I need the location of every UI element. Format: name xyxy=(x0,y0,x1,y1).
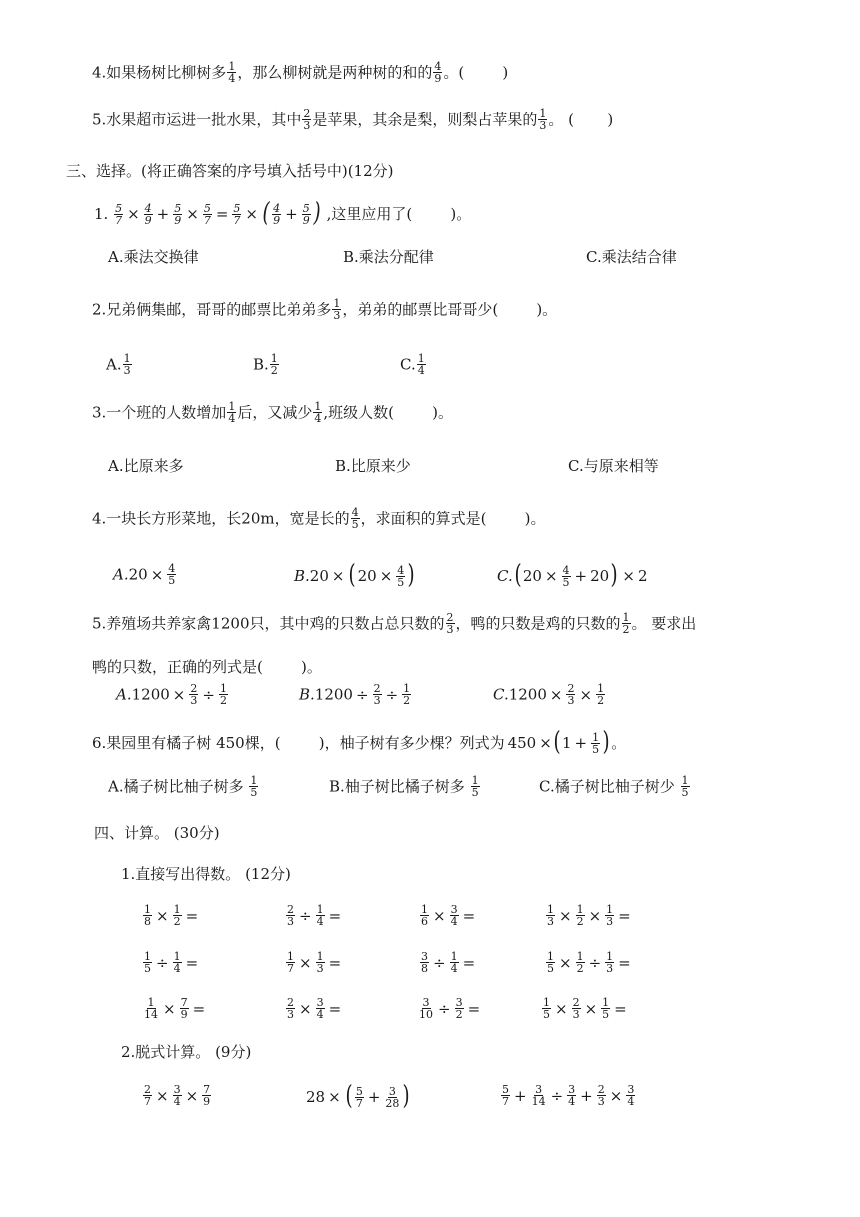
judge-question-4 xyxy=(92,62,508,85)
answer-blank[interactable]: ) xyxy=(573,110,614,129)
choice-question-6: 6.果园里有橘子树 450棵，( )，柚子树有多少棵？列式为 450 ×( 1 + $\frac{1}{5}$ ) 。 xyxy=(92,727,627,757)
fraction: $\frac{1}{4}$ xyxy=(228,400,236,425)
choice-question-4 xyxy=(92,508,545,531)
fraction: $\frac{1}{2}$ xyxy=(622,611,630,636)
calc-item: $\frac{1}{6}$ × $\frac{3}{4}$ = xyxy=(421,903,476,928)
choice-question-1 xyxy=(94,198,472,228)
question-text: ，求面积的算式是( xyxy=(360,509,487,528)
math-expression: 450 ×( 1 + $\frac{1}{5}$ ) xyxy=(507,727,610,757)
question-text: 5.养殖场共养家禽1200只，其中鸡的只数占总只数的 xyxy=(92,614,445,633)
question-text: ,这里应用了( xyxy=(326,205,413,223)
choice-question-5 xyxy=(92,613,696,636)
answer-blank[interactable]: )。 xyxy=(393,403,453,422)
calc-item: $\frac{1}{7}$ × $\frac{1}{3}$ = xyxy=(287,950,342,975)
part-2-title: 2.脱式计算。 (9分) xyxy=(121,1043,252,1061)
calc-item: $\frac{2}{7}$ × $\frac{3}{4}$ × $\frac{7}{9}$ xyxy=(144,1083,211,1108)
calc-item: $\frac{1}{5}$ ÷ $\frac{1}{4}$ = xyxy=(144,950,199,975)
fraction: $\frac{4}{5}$ xyxy=(351,506,359,531)
option-a: A.1200 × $\frac{2}{3}$ ÷ $\frac{1}{2}$ xyxy=(116,682,227,707)
question-text: ，鸭的只数是鸡的只数的 xyxy=(455,614,621,633)
question-number: 1. xyxy=(94,205,109,223)
fraction: $\frac{1}{4}$ xyxy=(314,400,322,425)
question-text: 2.兄弟俩集邮，哥哥的邮票比弟弟多 xyxy=(92,300,332,319)
option-b: B.乘法分配律 xyxy=(343,248,434,266)
choice-question-3 xyxy=(92,402,453,425)
question-text: ，那么柳树就是两种树的和的 xyxy=(237,63,433,82)
option-b: B.20 × ( 20 × $\frac{4}{5}$ ) xyxy=(294,560,415,590)
option-a: A.乘法交换律 xyxy=(108,248,199,266)
fraction: $\frac{2}{3}$ xyxy=(303,107,311,132)
option-c: C.乘法结合律 xyxy=(586,248,677,266)
answer-blank[interactable]: )。 xyxy=(412,205,472,223)
calc-item: $\frac{2}{3}$ ÷ $\frac{1}{4}$ = xyxy=(287,903,342,928)
question-text: 。( xyxy=(443,63,465,82)
option-c: C.橘子树比柚子树少 $\frac{1}{5}$ xyxy=(539,774,689,799)
question-text: 。 ( xyxy=(548,110,574,129)
question-text: 鸭的只数，正确的列式是( xyxy=(92,658,263,676)
choice-question-2 xyxy=(92,299,557,322)
calc-item: $\frac{3}{8}$ ÷ $\frac{1}{4}$ = xyxy=(421,950,476,975)
calc-item: $\frac{1}{3}$ × $\frac{1}{2}$ × $\frac{1}{3}$ = xyxy=(547,903,631,928)
option-b: B. $\frac{1}{2}$ xyxy=(253,352,278,377)
question-text: 4.如果杨树比柳树多 xyxy=(92,63,227,82)
option-b: B.柚子树比橘子树多 $\frac{1}{5}$ xyxy=(329,774,479,799)
part-1-title: 1.直接写出得数。 (12分) xyxy=(121,865,291,883)
question-text: 是苹果，其余是梨，则梨占苹果的 xyxy=(312,110,538,129)
option-a: A.橘子树比柚子树多 $\frac{1}{5}$ xyxy=(108,774,258,799)
calc-item: $\frac{3}{10}$ ÷ $\frac{3}{2}$ = xyxy=(419,996,481,1021)
question-text: ，弟弟的邮票比哥哥少( xyxy=(342,300,499,319)
calc-item: $\frac{1}{5}$ × $\frac{2}{3}$ × $\frac{1}{5}$ = xyxy=(543,996,627,1021)
question-text: 5.水果超市运进一批水果，其中 xyxy=(92,110,302,129)
question-text: 。 要求出 xyxy=(631,614,697,633)
option-b: B.比原来少 xyxy=(335,457,411,475)
option-c: C.与原来相等 xyxy=(568,457,659,475)
fraction: $\frac{2}{3}$ xyxy=(446,611,454,636)
fraction: $\frac{4}{9}$ xyxy=(434,60,442,85)
calc-item: $\frac{2}{3}$ × $\frac{3}{4}$ = xyxy=(287,996,342,1021)
fraction: $\frac{1}{3}$ xyxy=(539,107,547,132)
answer-blank[interactable]: )。 xyxy=(486,509,546,528)
section-4-title: 四、计算。 (30分) xyxy=(94,824,220,842)
section-3-title: 三、选择。(将正确答案的序号填入括号中)(12分) xyxy=(66,162,394,180)
math-expression: $\frac{5}{7}$ × $\frac{4}{9}$ + $\frac{5}{9}$ × $\frac{5}{7}$ = $\frac{5}{7}$ × ( $\frac{4}{9}$ + $\frac{5}{9}$ ) xyxy=(115,198,321,228)
option-c: C. $\frac{1}{4}$ xyxy=(400,352,425,377)
option-a: A. $\frac{1}{3}$ xyxy=(106,352,131,377)
question-text: 后，又减少 xyxy=(237,403,313,422)
calc-item: $\frac{1}{8}$ × $\frac{1}{2}$ = xyxy=(144,903,199,928)
option-a: A.比原来多 xyxy=(108,457,184,475)
calc-item: $\frac{1}{5}$ × $\frac{1}{2}$ ÷ $\frac{1}{3}$ = xyxy=(547,950,631,975)
question-text: 6.果园里有橘子树 450棵，( xyxy=(92,734,281,752)
answer-blank[interactable]: ) xyxy=(464,63,509,82)
option-c: C.( 20 × $\frac{4}{5}$ + 20) × 2 xyxy=(497,560,648,590)
question-text: ,班级人数( xyxy=(323,403,394,422)
option-b: B.1200 ÷ $\frac{2}{3}$ ÷ $\frac{1}{2}$ xyxy=(299,682,411,707)
option-c: C.1200 × $\frac{2}{3}$ × $\frac{1}{2}$ xyxy=(493,682,605,707)
fraction: $\frac{1}{4}$ xyxy=(228,60,236,85)
fraction: $\frac{1}{3}$ xyxy=(333,297,341,322)
answer-blank[interactable]: )。 xyxy=(498,300,558,319)
question-text: )，柚子树有多少棵？列式为 xyxy=(280,734,505,752)
option-a: A.20 × $\frac{4}{5}$ xyxy=(113,562,176,587)
answer-blank[interactable]: )。 xyxy=(262,658,322,676)
calc-item: 28 × ( $\frac{5}{7}$ + $\frac{3}{28}$ ) xyxy=(306,1081,411,1111)
question-text: 3.一个班的人数增加 xyxy=(92,403,227,422)
choice-question-5-line2 xyxy=(92,657,322,677)
calc-item: $\frac{1}{14}$ × $\frac{7}{9}$ = xyxy=(144,996,206,1021)
calc-item: $\frac{5}{7}$ + $\frac{3}{14}$ ÷ $\frac{3}{4}$ + $\frac{2}{3}$ × $\frac{3}{4}$ xyxy=(502,1083,635,1108)
question-text: 4.一块长方形菜地，长20m，宽是长的 xyxy=(92,509,350,528)
judge-question-5 xyxy=(92,109,613,132)
